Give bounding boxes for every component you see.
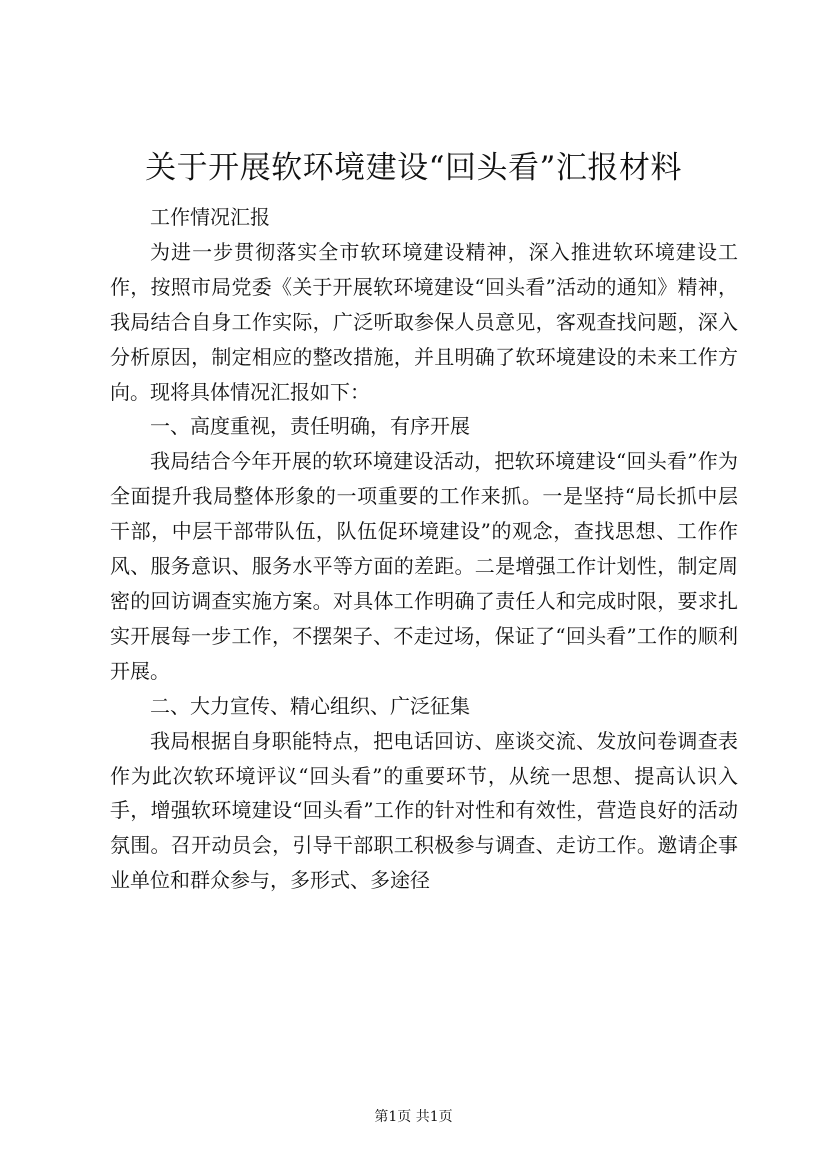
section-heading-2: 二、大力宣传、精心组织、广泛征集 bbox=[150, 693, 470, 718]
section-heading-1: 一、高度重视，责任明确，有序开展 bbox=[150, 414, 470, 439]
document-body bbox=[110, 200, 738, 898]
document-title: 关于开展软环境建设“回头看”汇报材料 bbox=[145, 150, 682, 186]
paragraph-section-2: 我局根据自身职能特点，把电话回访、座谈交流、发放问卷调查表作为此次软环境评议“回头看”的重要环节，从统一思想、提高认识入手，增强软环境建设“回头看”工作的针对性和有效性，营造良好的活动氛围。召开动员会，引导干部职工积极参与调查、走访工作。邀请企事业单位和群众参与，多形式、多途径 bbox=[110, 728, 738, 893]
section-subtitle: 工作情况汇报 bbox=[150, 205, 270, 229]
paragraph-section-1: 我局结合今年开展的软环境建设活动，把软环境建设“回头看”作为全面提升我局整体形象的一项重要的工作来抓。一是坚持“局长抓中层干部，中层干部带队伍，队伍促环境建设”的观念，查找思想、工作作风、服务意识、服务水平等方面的差距。二是增强工作计划性，制定周密的回访调查实施方案。对具体工作明确了责任人和完成时限，要求扎实开展每一步工作，不摆架子、不走过场，保证了“回头看”工作的顺利开展。 bbox=[110, 449, 738, 683]
paragraph-intro: 为进一步贯彻落实全市软环境建设精神，深入推进软环境建设工作，按照市局党委《关于开展软环境建设“回头看”活动的通知》精神，我局结合自身工作实际，广泛听取参保人员意见，客观查找问题，深入分析原因，制定相应的整改措施，并且明确了软环境建设的未来工作方向。现将具体情况汇报如下： bbox=[110, 239, 738, 404]
page-number-footer: 第1页 共1页 bbox=[374, 1109, 453, 1125]
